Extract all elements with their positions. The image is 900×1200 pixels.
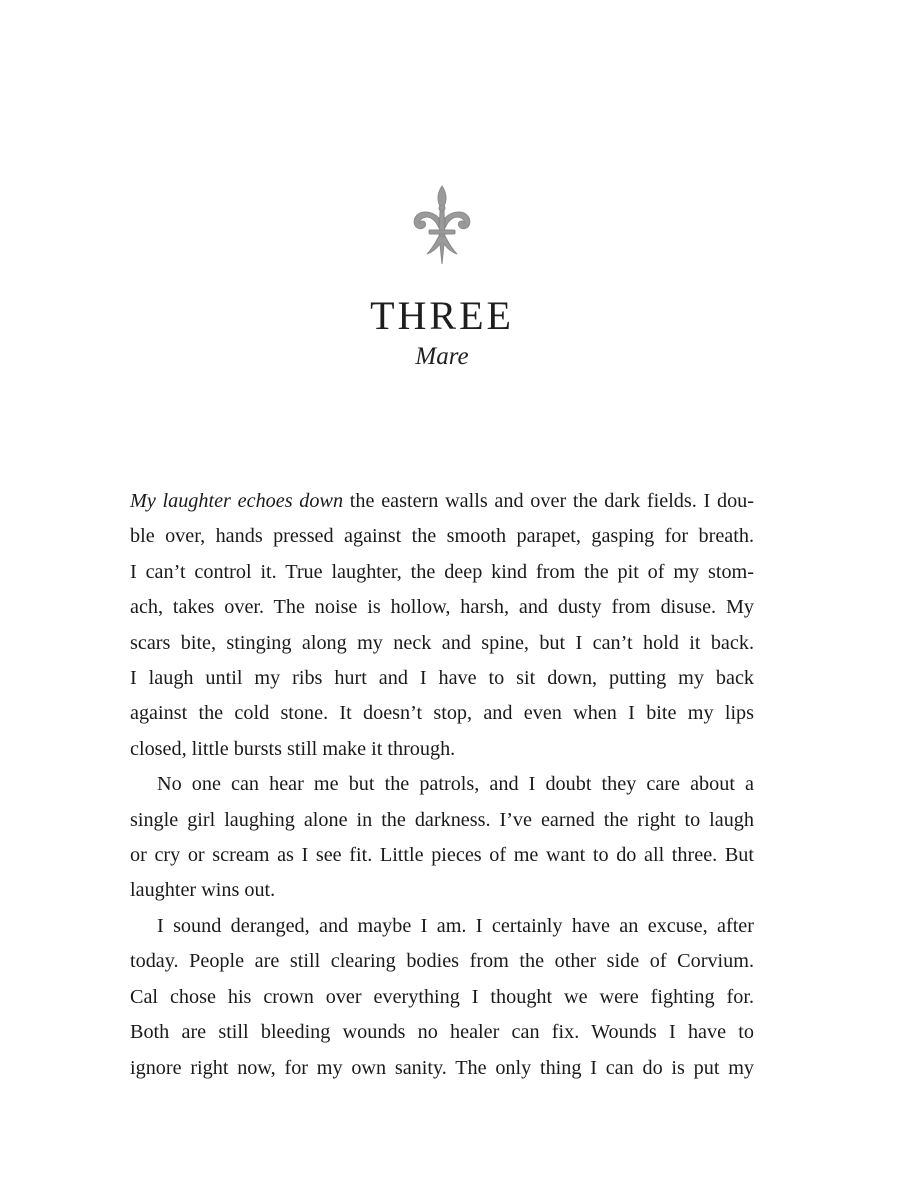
opening-italic-phrase: My laughter echoes down: [130, 490, 344, 512]
paragraph-1-line-1: My laughter echoes down the eastern walls and over the dark fields. I dou-: [130, 490, 754, 512]
paragraph-3-line-1: I sound deranged, and maybe I am. I certainly have an excuse, after: [157, 914, 754, 937]
paragraph-1-line-4: ach, takes over. The noise is hollow, harsh, and dusty from disuse. My: [130, 596, 754, 619]
paragraph-1-line-5: scars bite, stinging along my neck and spine, but I can’t hold it back.: [130, 631, 754, 654]
paragraph-3-line-2: today. People are still clearing bodies from the other side of Corvium.: [130, 950, 754, 973]
chapter-number: THREE: [370, 293, 514, 338]
paragraph-3-line-3: Cal chose his crown over everything I thought we were fighting for.: [130, 985, 754, 1008]
paragraph-3-line-4: Both are still bleeding wounds no healer can fix. Wounds I have to: [130, 1021, 754, 1044]
paragraph-1-line-8: closed, little bursts still make it through.: [130, 737, 456, 760]
paragraph-2-line-2: single girl laughing alone in the darkness. I’ve earned the right to laugh: [130, 808, 754, 831]
paragraph-1-line-7: against the cold stone. It doesn’t stop, and even when I bite my lips: [130, 702, 754, 725]
chapter-pov-character: Mare: [415, 343, 469, 370]
paragraph-2-line-3: or cry or scream as I see fit. Little pieces of me want to do all three. But: [130, 844, 754, 867]
chapter-body-text: [130, 484, 754, 1086]
paragraph-3-line-5: ignore right now, for my own sanity. The only thing I can do is put my: [130, 1056, 754, 1079]
paragraph-1-line-2: ble over, hands pressed against the smooth parapet, gasping for breath.: [130, 525, 754, 548]
paragraph-1-line-3: I can’t control it. True laughter, the deep kind from the pit of my stom-: [130, 560, 754, 583]
fleur-de-lis-icon: [409, 184, 475, 268]
paragraph-2-line-1: No one can hear me but the patrols, and I doubt they care about a: [157, 773, 754, 796]
paragraph-1-line-6: I laugh until my ribs hurt and I have to sit down, putting my back: [130, 667, 754, 690]
paragraph-2-line-4: laughter wins out.: [130, 879, 276, 902]
